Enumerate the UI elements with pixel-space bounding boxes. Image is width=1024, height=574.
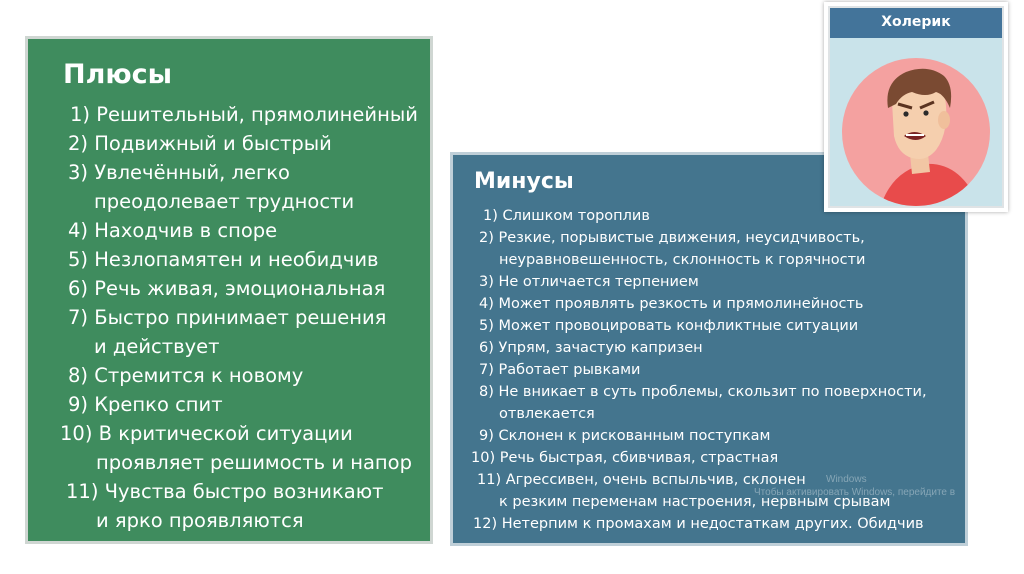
pros-item-continuation: преодолевает трудности — [94, 190, 355, 213]
card-inner — [828, 6, 1004, 208]
watermark-line: Windows — [826, 474, 867, 485]
pros-item: 6) Речь живая, эмоциональная — [68, 277, 386, 300]
cons-item: 4) Может проявлять резкость и прямолинейность — [479, 296, 864, 312]
cons-item: 8) Не вникает в суть проблемы, скользит по поверхности, — [479, 384, 927, 400]
pros-item: 7) Быстро принимает решения — [68, 306, 387, 329]
choleric-portrait-icon — [840, 58, 992, 206]
pros-item: 1) Решительный, прямолинейный — [70, 103, 418, 126]
cons-item: 1) Слишком тороплив — [483, 208, 650, 224]
pros-item: 4) Находчив в споре — [68, 219, 278, 242]
cons-item: 5) Может провоцировать конфликтные ситуации — [479, 318, 859, 334]
cons-item: 6) Упрям, зачастую капризен — [479, 340, 703, 356]
pros-item: 2) Подвижный и быстрый — [68, 132, 332, 155]
cons-item: 10) Речь быстрая, сбивчивая, страстная — [471, 450, 779, 466]
pros-item: 5) Незлопамятен и необидчив — [68, 248, 379, 271]
cons-item: 3) Не отличается терпением — [479, 274, 699, 290]
pros-item: 10) В критической ситуации — [60, 422, 353, 445]
pros-item: 11) Чувства быстро возникают — [66, 480, 384, 503]
pros-panel — [25, 36, 433, 544]
pros-title: Плюсы — [63, 59, 173, 90]
cons-item: 11) Агрессивен, очень вспыльчив, склонен — [477, 472, 806, 488]
card-header — [830, 8, 1002, 38]
pros-item: 8) Стремится к новому — [68, 364, 304, 387]
os-activation-watermark — [754, 473, 955, 499]
pros-item-continuation: и ярко проявляются — [96, 509, 304, 532]
cons-item: 7) Работает рывками — [479, 362, 641, 378]
cons-item: 9) Склонен к рискованным поступкам — [479, 428, 771, 444]
pros-item-continuation: проявляет решимость и напор — [96, 451, 412, 474]
cons-item-continuation: неуравновешенность, склонность к горячности — [499, 252, 866, 268]
pros-item: 3) Увлечённый, легко — [68, 161, 290, 184]
cons-item: 12) Нетерпим к промахам и недостаткам других. Обидчив — [473, 516, 924, 532]
cons-item-continuation: отвлекается — [499, 406, 595, 422]
cons-item: 2) Резкие, порывистые движения, неусидчивость, — [479, 230, 865, 246]
watermark-line: Чтобы активировать Windows, перейдите в — [754, 487, 956, 498]
cons-item-continuation: к резким переменам настроения, нервным срывам — [499, 494, 891, 510]
cons-title: Минусы — [474, 169, 574, 194]
pros-item: 9) Крепко спит — [68, 393, 223, 416]
card-title: Холерик — [881, 14, 951, 30]
temperament-card — [824, 2, 1008, 212]
pros-item-continuation: и действует — [94, 335, 220, 358]
